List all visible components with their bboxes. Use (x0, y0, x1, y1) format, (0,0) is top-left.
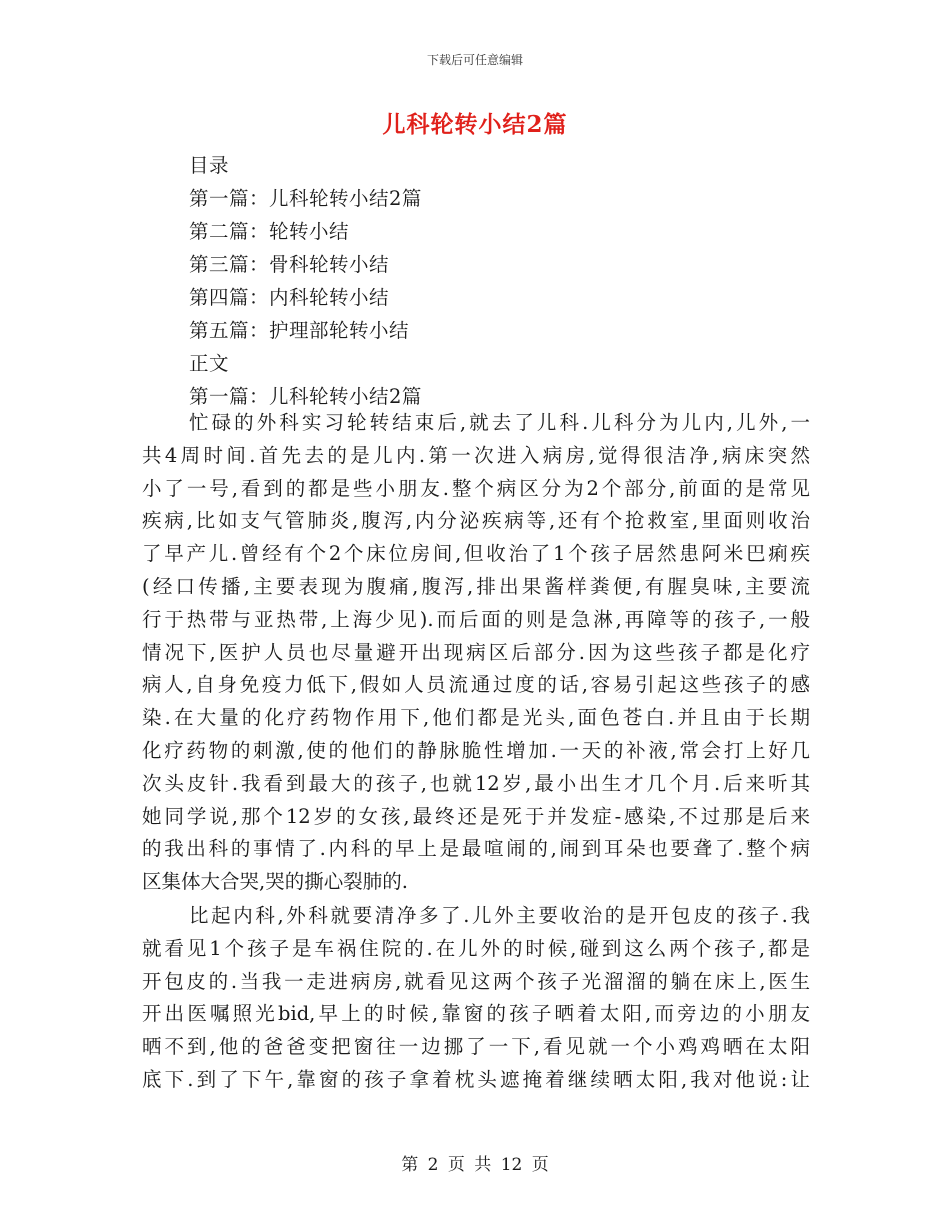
paragraph-line: (经口传播,主要表现为腹痛,腹泻,排出果酱样粪便,有腥臭味,主要流 (142, 574, 810, 598)
toc-item: 第五篇：护理部轮转小结 (189, 319, 410, 342)
paragraph-line: 就看见1个孩子是车祸住院的.在儿外的时候,碰到这么两个孩子,都是 (142, 936, 810, 960)
table-of-contents (189, 149, 809, 413)
paragraph-line: 疾病,比如支气管肺炎,腹泻,内分泌疾病等,还有个抢救室,里面则收治 (142, 509, 810, 533)
page-header: 下载后可任意编辑 (426, 53, 523, 67)
paragraph-line: 情况下,医护人员也尽量避开出现病区后部分.因为这些孩子都是化疗 (142, 640, 810, 664)
paragraph-line: 区集体大合哭,哭的撕心裂肺的. (142, 870, 408, 894)
paragraph-line: 染.在大量的化疗药物作用下,他们都是光头,面色苍白.并且由于长期 (142, 706, 810, 730)
paragraph-line: 次头皮针.我看到最大的孩子,也就12岁,最小出生才几个月.后来听其 (142, 771, 810, 795)
toc-item: 第四篇：内科轮转小结 (189, 286, 390, 309)
paragraph-line: 小了一号,看到的都是些小朋友.整个病区分为2个部分,前面的是常见 (142, 476, 810, 500)
paragraph-line: 病人,自身免疫力低下,假如人员流通过度的话,容易引起这些孩子的感 (142, 673, 810, 697)
paragraph-line: 忙碌的外科实习轮转结束后,就去了儿科.儿科分为儿内,儿外,一 (189, 411, 810, 434)
paragraph-line: 晒不到,他的爸爸变把窗往一边挪了一下,看见就一个小鸡鸡晒在太阳 (142, 1035, 810, 1059)
document-title: 儿科轮转小结2篇 (382, 111, 568, 138)
paragraph (142, 407, 810, 899)
paragraph (142, 900, 810, 1097)
paragraph-line: 比起内科,外科就要清净多了.儿外主要收治的是开包皮的孩子.我 (189, 903, 810, 927)
section-heading: 第一篇：儿科轮转小结2篇 (189, 385, 422, 408)
paragraph-line: 了早产儿.曾经有个2个床位房间,但收治了1个孩子居然患阿米巴痢疾 (142, 542, 810, 566)
paragraph-line: 行于热带与亚热带,上海少见).而后面的则是急淋,再障等的孩子,一般 (142, 607, 810, 631)
toc-item: 第二篇：轮转小结 (189, 220, 350, 243)
paragraph-line: 底下.到了下午,靠窗的孩子拿着枕头遮掩着继续晒太阳,我对他说:让 (142, 1067, 810, 1091)
paragraph-line: 开出医嘱照光bid,早上的时候,靠窗的孩子晒着太阳,而旁边的小朋友 (142, 1002, 810, 1026)
paragraph-line: 共4周时间.首先去的是儿内.第一次进入病房,觉得很洁净,病床突然 (142, 443, 810, 467)
page-footer: 第 2 页 共 12 页 (401, 1155, 549, 1175)
paragraph-line: 化疗药物的刺激,使的他们的静脉脆性增加.一天的补液,常会打上好几 (142, 738, 810, 762)
paragraph-line: 开包皮的.当我一走进病房,就看见这两个孩子光溜溜的躺在床上,医生 (142, 969, 810, 993)
paragraph-line: 的我出科的事情了.内科的早上是最喧闹的,闹到耳朵也要聋了.整个病 (142, 837, 810, 861)
body-text (142, 407, 810, 1098)
paragraph-line: 她同学说,那个12岁的女孩,最终还是死于并发症-感染,不过那是后来 (142, 804, 810, 828)
body-heading: 正文 (189, 352, 230, 375)
toc-item: 第一篇：儿科轮转小结2篇 (189, 187, 422, 210)
toc-item: 第三篇：骨科轮转小结 (189, 253, 390, 276)
toc-heading: 目录 (189, 154, 230, 177)
